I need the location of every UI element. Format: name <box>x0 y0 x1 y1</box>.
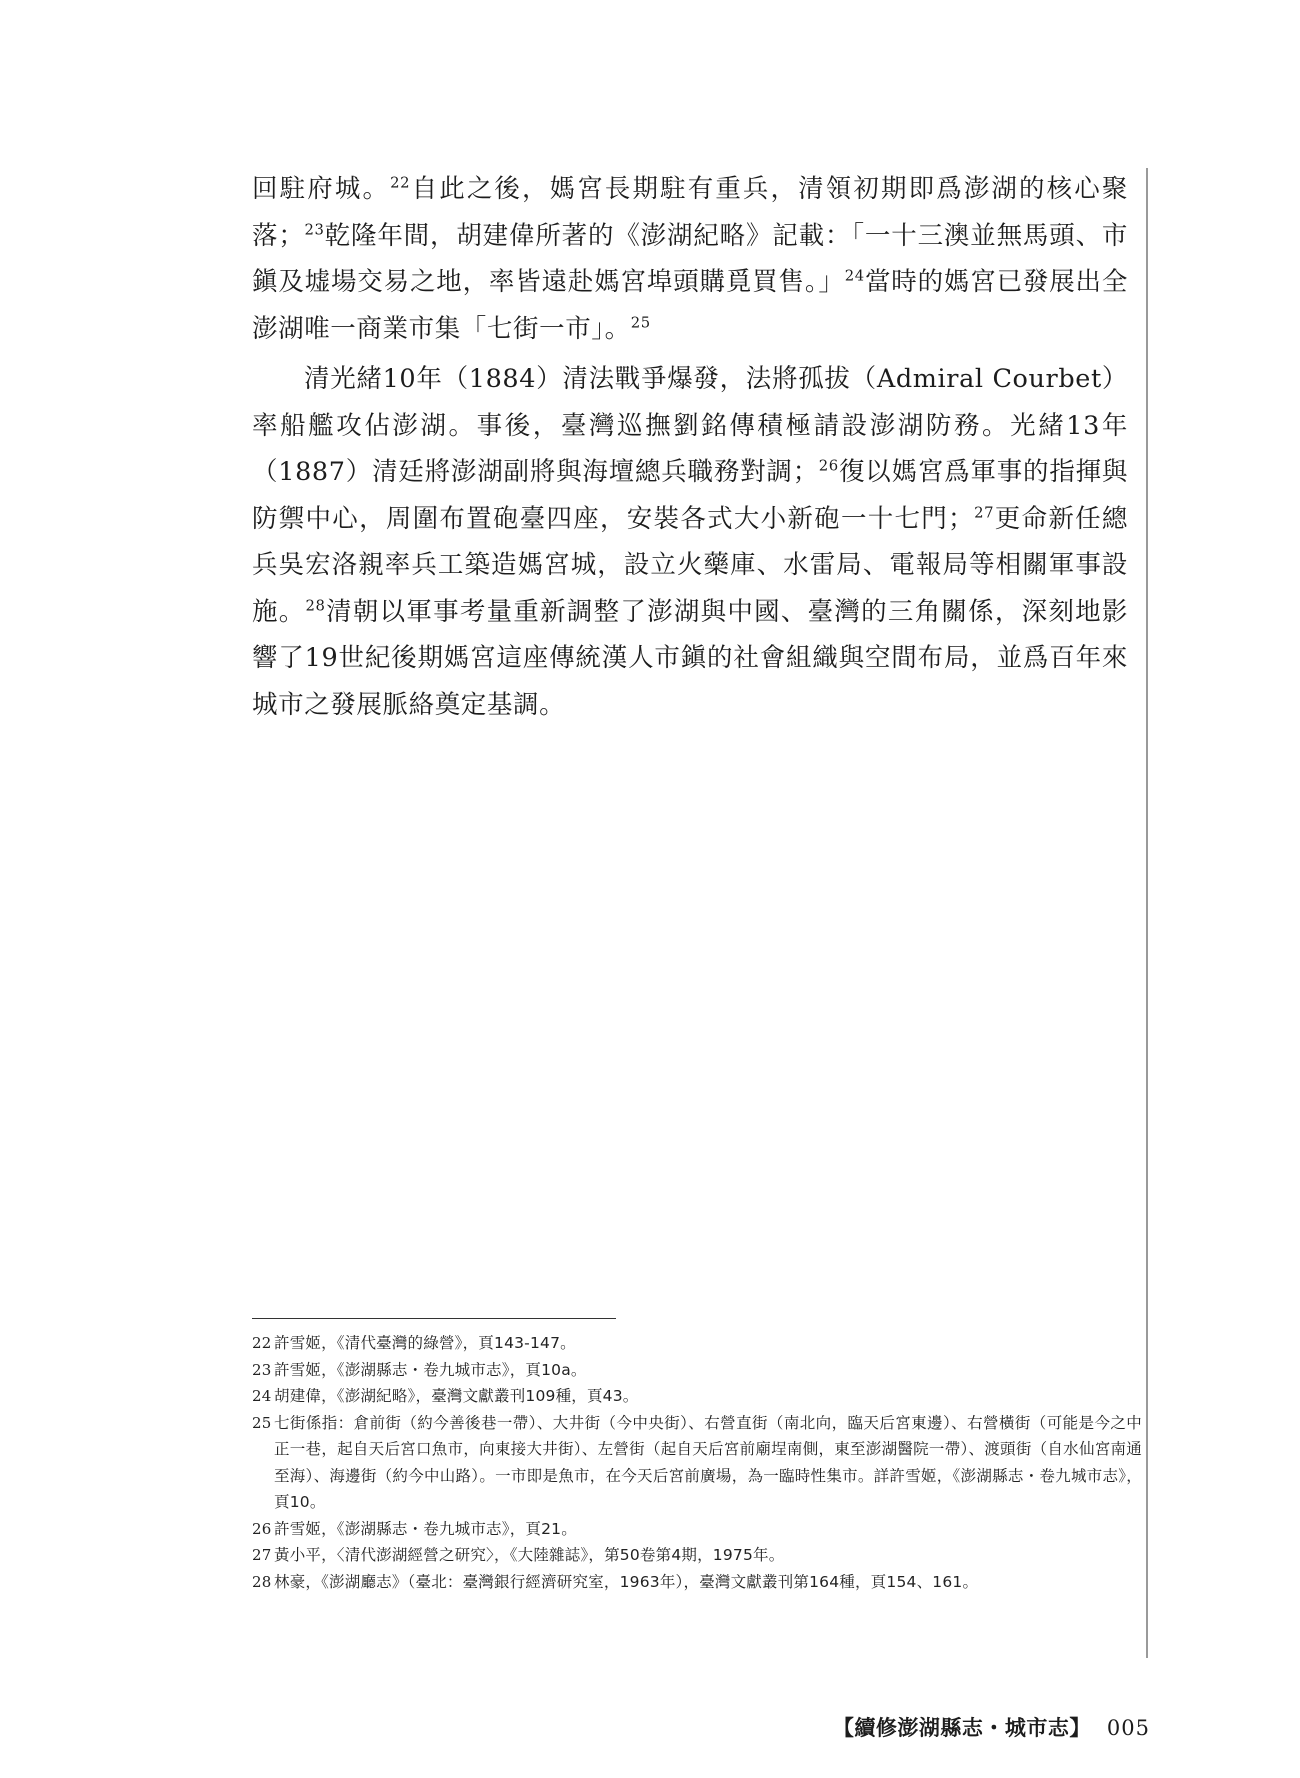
footnote-24 <box>252 1383 1142 1410</box>
footnote-number: 27 <box>252 1546 272 1564</box>
footnote-ref-25: 25 <box>630 314 651 331</box>
text-run: 清朝以軍事考量重新調整了澎湖與中國、臺灣的三角關係，深刻地影響了19世紀後期媽宮這座傳統漢人市鎭的社會組織與空間布局，並爲百年來城市之發展脈絡奠定基調。 <box>252 596 1128 720</box>
footnote-ref-28: 28 <box>305 597 326 614</box>
footnote-ref-24: 24 <box>844 267 865 285</box>
page-footer <box>833 1712 1150 1742</box>
main-text <box>252 166 1128 732</box>
running-title: 【續修澎湖縣志・城市志】 <box>832 1715 1091 1740</box>
text-run: 自此之後，媽宮長期駐有重兵，清領初期即爲澎湖的核心聚落； <box>252 174 1128 251</box>
text-run: 當時的媽宮已發展出全澎湖唯一商業市集「七街一市」。 <box>252 267 1128 344</box>
footnote-27 <box>252 1542 1142 1569</box>
text-run: 更命新任總兵吳宏洛親率兵工築造媽宮城，設立火藥庫、水雷局、電報局等相關軍事設施。 <box>252 503 1128 627</box>
text-run: 復以媽宮爲軍事的指揮與防禦中心，周圍布置砲臺四座，安裝各式大小新砲一十七門； <box>252 457 1128 534</box>
paragraph-1 <box>252 166 1128 352</box>
page-number: 005 <box>1106 1716 1150 1740</box>
footnote-text: 許雪姬，《澎湖縣志・卷九城市志》，頁10a。 <box>274 1360 587 1379</box>
margin-rule <box>1146 168 1148 1658</box>
footnote-text: 黃小平，〈清代澎湖經營之研究〉，《大陸雜誌》，第50卷第4期，1975年。 <box>274 1546 785 1564</box>
footnote-25 <box>252 1410 1142 1516</box>
text-run: 回駐府城。 <box>252 174 391 204</box>
footnote-number: 23 <box>252 1360 272 1379</box>
footnote-text: 許雪姬，《清代臺灣的綠營》，頁143-147。 <box>274 1334 576 1352</box>
footnote-ref-23: 23 <box>304 221 325 238</box>
text-run: 清光緒10年（1884）清法戰爭爆發，法將孤拔（Admiral Courbet）率船艦攻佔澎湖。事後，臺灣巡撫劉銘傳積極請設澎湖防務。光緒13年（1887）清廷將澎湖副將與海壇總兵職務對調； <box>252 364 1128 487</box>
footnote-ref-26: 26 <box>818 457 839 475</box>
footnote-text: 胡建偉，《澎湖紀略》，臺灣文獻叢刊109種，頁43。 <box>274 1387 639 1405</box>
text-run: 乾隆年間，胡建偉所著的《澎湖紀略》記載：「一十三澳並無馬頭、市鎭及墟場交易之地，率皆遠赴媽宮埠頭購覓買售。」 <box>252 220 1128 297</box>
footnote-separator <box>252 1318 616 1319</box>
footnote-ref-27: 27 <box>974 504 995 521</box>
footnotes <box>252 1330 1142 1595</box>
footnote-text: 許雪姬，《澎湖縣志・卷九城市志》，頁21。 <box>274 1519 577 1538</box>
paragraph-2 <box>252 356 1128 728</box>
footnote-text: 林豪，《澎湖廳志》（臺北：臺灣銀行經濟研究室，1963年），臺灣文獻叢刊第164種，頁154、161。 <box>274 1572 979 1591</box>
footnote-number: 24 <box>252 1387 272 1405</box>
footnote-28 <box>252 1569 1142 1596</box>
footnote-22 <box>252 1330 1142 1357</box>
footnote-number: 25 <box>252 1413 272 1432</box>
footnote-text: 七街係指：倉前街（約今善後巷一帶）、大井街（今中央街）、右營直街（南北向，臨天后宮東邊）、右營橫街（可能是今之中正一巷，起自天后宮口魚市，向東接大井街）、左營街（起自天后宮前廟埕南側，東至澎湖醫院一帶）、渡頭街（自水仙宮南通至海）、海邊街（約今中山路）。一市即是魚市，在今天后宮前廣場，為一臨時性集市。詳許雪姬，《澎湖縣志・卷九城市志》，頁10。 <box>274 1413 1142 1511</box>
footnote-26 <box>252 1516 1142 1543</box>
footnote-ref-22: 22 <box>390 174 411 192</box>
footnote-number: 28 <box>252 1572 272 1591</box>
footnote-number: 22 <box>252 1334 272 1352</box>
footnote-23 <box>252 1357 1142 1384</box>
footnote-number: 26 <box>252 1519 272 1538</box>
